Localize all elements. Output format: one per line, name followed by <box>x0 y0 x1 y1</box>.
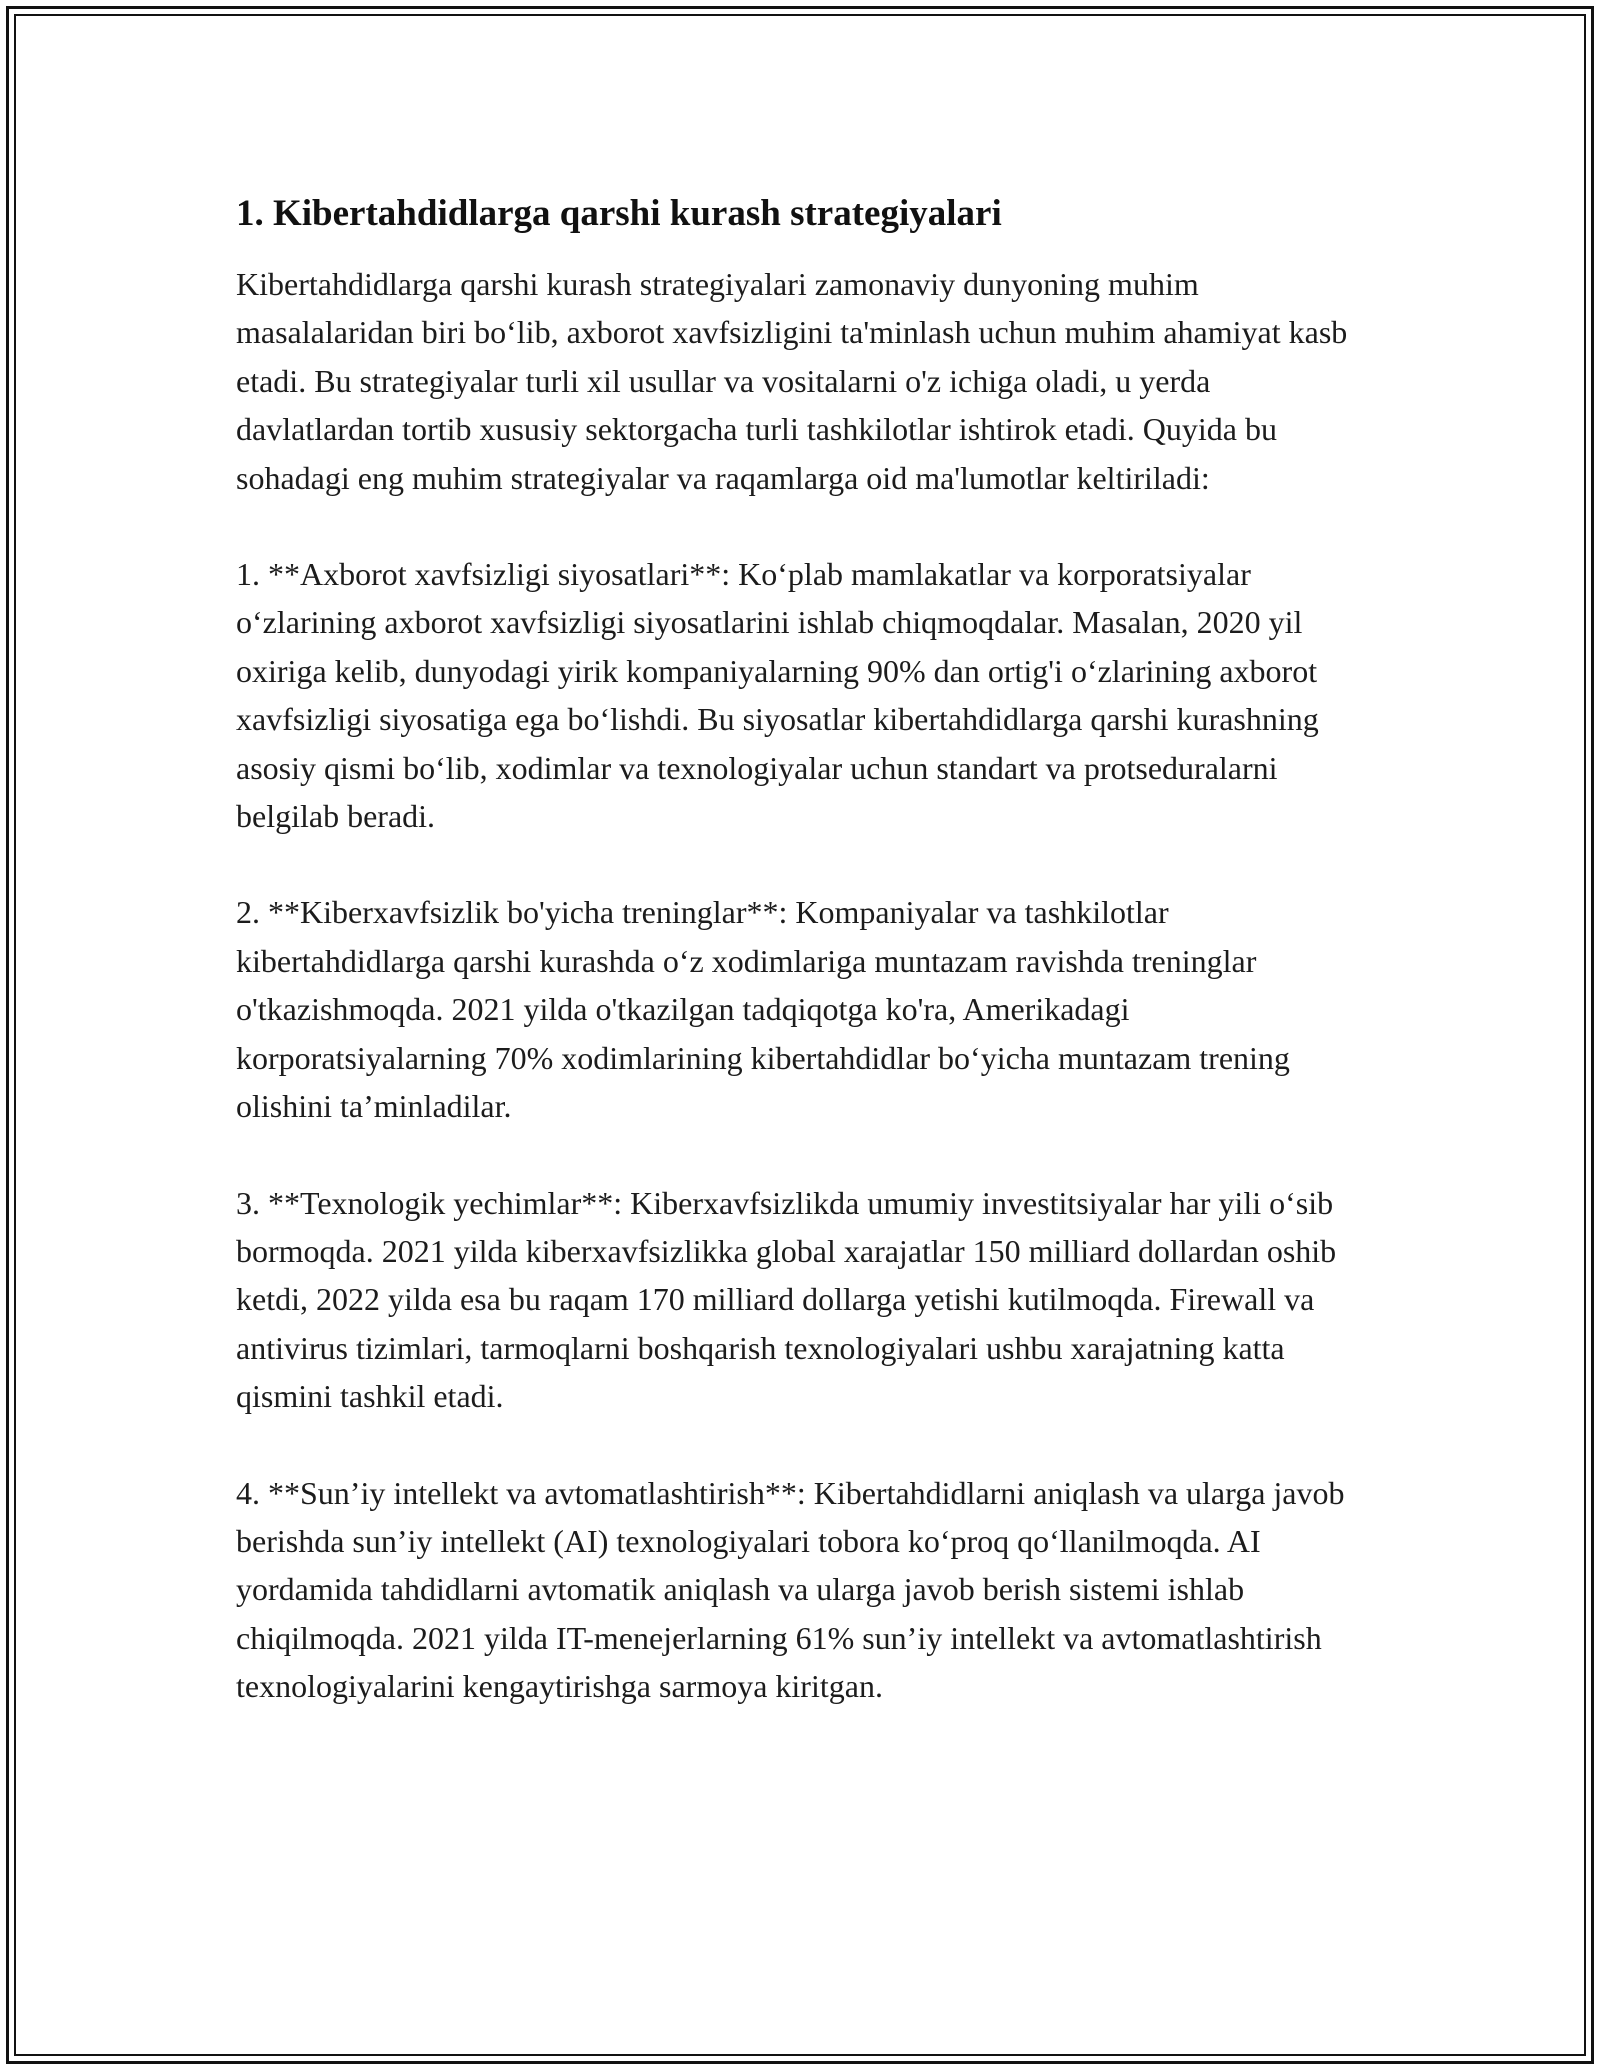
document-body <box>236 188 1376 1759</box>
strategy-paragraph-2: 2. **Kiberxavfsizlik bo'yicha treninglar**: Kompaniyalar va tashkilotlar kibertahdidlarga qarshi kurashda oʻz xodimlariga muntazam ravishda treninglar o'tkazishmoqda. 2021 yilda o'tkazilgan tadqiqotga ko'ra, Amerikadagi korporatsiyalarning 70% xodimlarining kibertahdidlar boʻyicha muntazam trening olishini ta’minladilar. <box>236 894 1290 1125</box>
page-title: 1. Kibertahdidlarga qarshi kurash strategiyalari <box>236 193 1002 234</box>
strategy-paragraph-4: 4. **Sun’iy intellekt va avtomatlashtirish**: Kibertahdidlarni aniqlash va ularga javob berishda sun’iy intellekt (AI) texnologiyalari tobora koʻproq qoʻllanilmoqda. AI yordamida tahdidlarni avtomatik aniqlash va ularga javob berish sistemi ishlab chiqilmoqda. 2021 yilda IT-menejerlarning 61% sun’iy intellekt va avtomatlashtirish texnologiyalarini kengaytirishga sarmoya kiritgan. <box>236 1474 1345 1705</box>
intro-paragraph: Kibertahdidlarga qarshi kurash strategiyalari zamonaviy dunyoning muhim masalalaridan biri boʻlib, axborot xavfsizligini ta'minlash uchun muhim ahamiyat kasb etadi. Bu strategiyalar turli xil usullar va vositalarni o'z ichiga oladi, u yerda davlatlardan tortib xususiy sektorgacha turli tashkilotlar ishtirok etadi. Quyida bu sohadagi eng muhim strategiyalar va raqamlarga oid ma'lumotlar keltiriladi: <box>236 266 1348 496</box>
strategy-paragraph-3: 3. **Texnologik yechimlar**: Kiberxavfsizlikda umumiy investitsiyalar har yili oʻsib bormoqda. 2021 yilda kiberxavfsizlikka global xarajatlar 150 milliard dollardan oshib ketdi, 2022 yilda esa bu raqam 170 milliard dollarga yetishi kutilmoqda. Firewall va antivirus tizimlari, tarmoqlarni boshqarish texnologiyalari ushbu xarajatning katta qismini tashkil etadi. <box>236 1184 1337 1415</box>
strategy-paragraph-1: 1. **Axborot xavfsizligi siyosatlari**: Koʻplab mamlakatlar va korporatsiyalar oʻzlarining axborot xavfsizligi siyosatlarini ishlab chiqmoqdalar. Masalan, 2020 yil oxiriga kelib, dunyodagi yirik kompaniyalarning 90% dan ortig'i oʻzlarining axborot xavfsizligi siyosatiga ega boʻlishdi. Bu siyosatlar kibertahdidlarga qarshi kurashning asosiy qismi boʻlib, xodimlar va texnologiyalar uchun standart va protseduralarni belgilab beradi. <box>236 556 1319 835</box>
